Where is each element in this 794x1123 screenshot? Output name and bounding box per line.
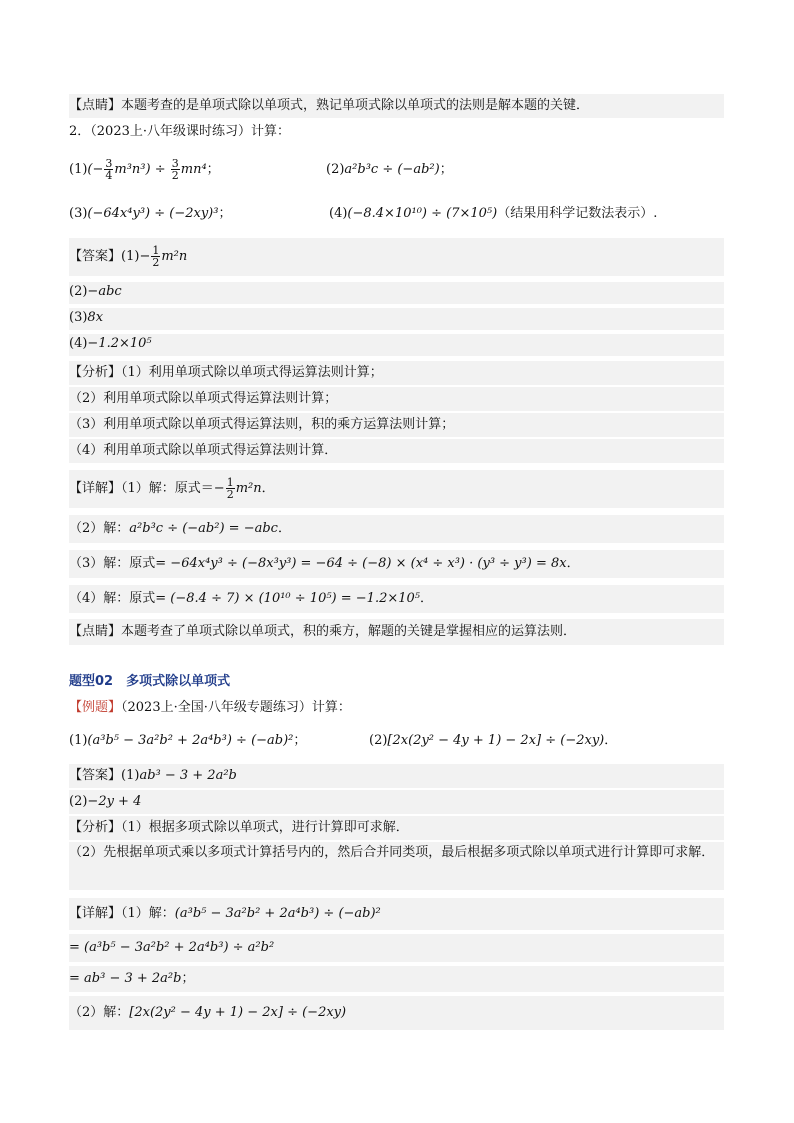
example-answer-line-1: 【答案】(1)ab³ − 3 + 2a²b bbox=[69, 764, 724, 788]
q2-part-1: (1)(− $\frac{3}{4}$ m³n³) ÷ $\frac{3}{2}$ mn⁴； bbox=[69, 157, 220, 182]
example-detail-line-3: = ab³ − 3 + 2a²b； bbox=[69, 966, 724, 992]
example-detail-line-4: （2）解：[2x(2y² − 4y + 1) − 2x] ÷ (−2xy) bbox=[69, 996, 724, 1030]
analysis-line-1: 【分析】（1）利用单项式除以单项式得运算法则计算； bbox=[69, 361, 724, 385]
analysis-line-4: （4）利用单项式除以单项式得运算法则计算． bbox=[69, 439, 724, 463]
example-part-2: (2)[2x(2y² − 4y + 1) − 2x] ÷ (−2xy)． bbox=[369, 733, 618, 748]
q2-parts-3-4 bbox=[69, 201, 724, 227]
detail-line-4: （4）解：原式= (−8.4 ÷ 7) × (10¹⁰ ÷ 10⁵) = −1.2×10⁵． bbox=[69, 585, 724, 613]
point-line-1: 【点睛】本题考查的是单项式除以单项式，熟记单项式除以单项式的法则是解本题的关键． bbox=[69, 94, 724, 118]
example-detail-line-1: 【详解】（1）解：(a³b⁵ − 3a²b² + 2a⁴b³) ÷ (−ab)² bbox=[69, 898, 724, 930]
example-parts bbox=[69, 728, 724, 754]
q2-part-3: (3)(−64x⁴y³) ÷ (−2xy)³； bbox=[69, 206, 232, 221]
section-heading: 题型02 多项式除以单项式 bbox=[69, 674, 231, 689]
example-detail-line-2: = (a³b⁵ − 3a²b² + 2a⁴b³) ÷ a²b² bbox=[69, 934, 724, 962]
example-header: 【例题】（2023上·全国·八年级专题练习）计算： bbox=[69, 700, 351, 715]
q2-part-2: (2)a²b³c ÷ (−ab²)； bbox=[326, 162, 453, 177]
example-part-1: (1)(a³b⁵ − 3a²b² + 2a⁴b³) ÷ (−ab)²； bbox=[69, 733, 307, 748]
question-2-header: 2．（2023上·八年级课时练习）计算： bbox=[69, 124, 290, 139]
answer-line-1: 【答案】(1)− $\frac{1}{2}$ m²n bbox=[69, 238, 724, 276]
q2-parts-1-2 bbox=[69, 152, 724, 188]
example-analysis-line-1: 【分析】（1）根据多项式除以单项式，进行计算即可求解． bbox=[69, 816, 724, 840]
answer-line-2: (2)−abc bbox=[69, 282, 724, 304]
point-line-2: 【点睛】本题考查了单项式除以单项式，积的乘方，解题的关键是掌握相应的运算法则． bbox=[69, 619, 724, 645]
q2-part-4: (4)(−8.4×10¹⁰) ÷ (7×10⁵)（结果用科学记数法表示）. bbox=[329, 206, 658, 221]
detail-line-3: （3）解：原式= −64x⁴y³ ÷ (−8x³y³) = −64 ÷ (−8) × (x⁴ ÷ x³) · (y³ ÷ y³) = 8x． bbox=[69, 550, 724, 578]
detail-line-1: 【详解】（1）解：原式＝− $\frac{1}{2}$ m²n． bbox=[69, 470, 724, 508]
answer-line-3: (3)8x bbox=[69, 308, 724, 330]
example-analysis-line-2: （2）先根据单项式乘以多项式计算括号内的，然后合并同类项，最后根据多项式除以单项式进行计算即可求解． bbox=[69, 842, 724, 890]
example-answer-line-2: (2)−2y + 4 bbox=[69, 790, 724, 814]
answer-line-4: (4)−1.2×10⁵ bbox=[69, 334, 724, 356]
detail-line-2: （2）解：a²b³c ÷ (−ab²) = −abc． bbox=[69, 515, 724, 543]
analysis-line-2: （2）利用单项式除以单项式得运算法则计算； bbox=[69, 387, 724, 411]
analysis-line-3: （3）利用单项式除以单项式得运算法则，积的乘方运算法则计算； bbox=[69, 413, 724, 437]
